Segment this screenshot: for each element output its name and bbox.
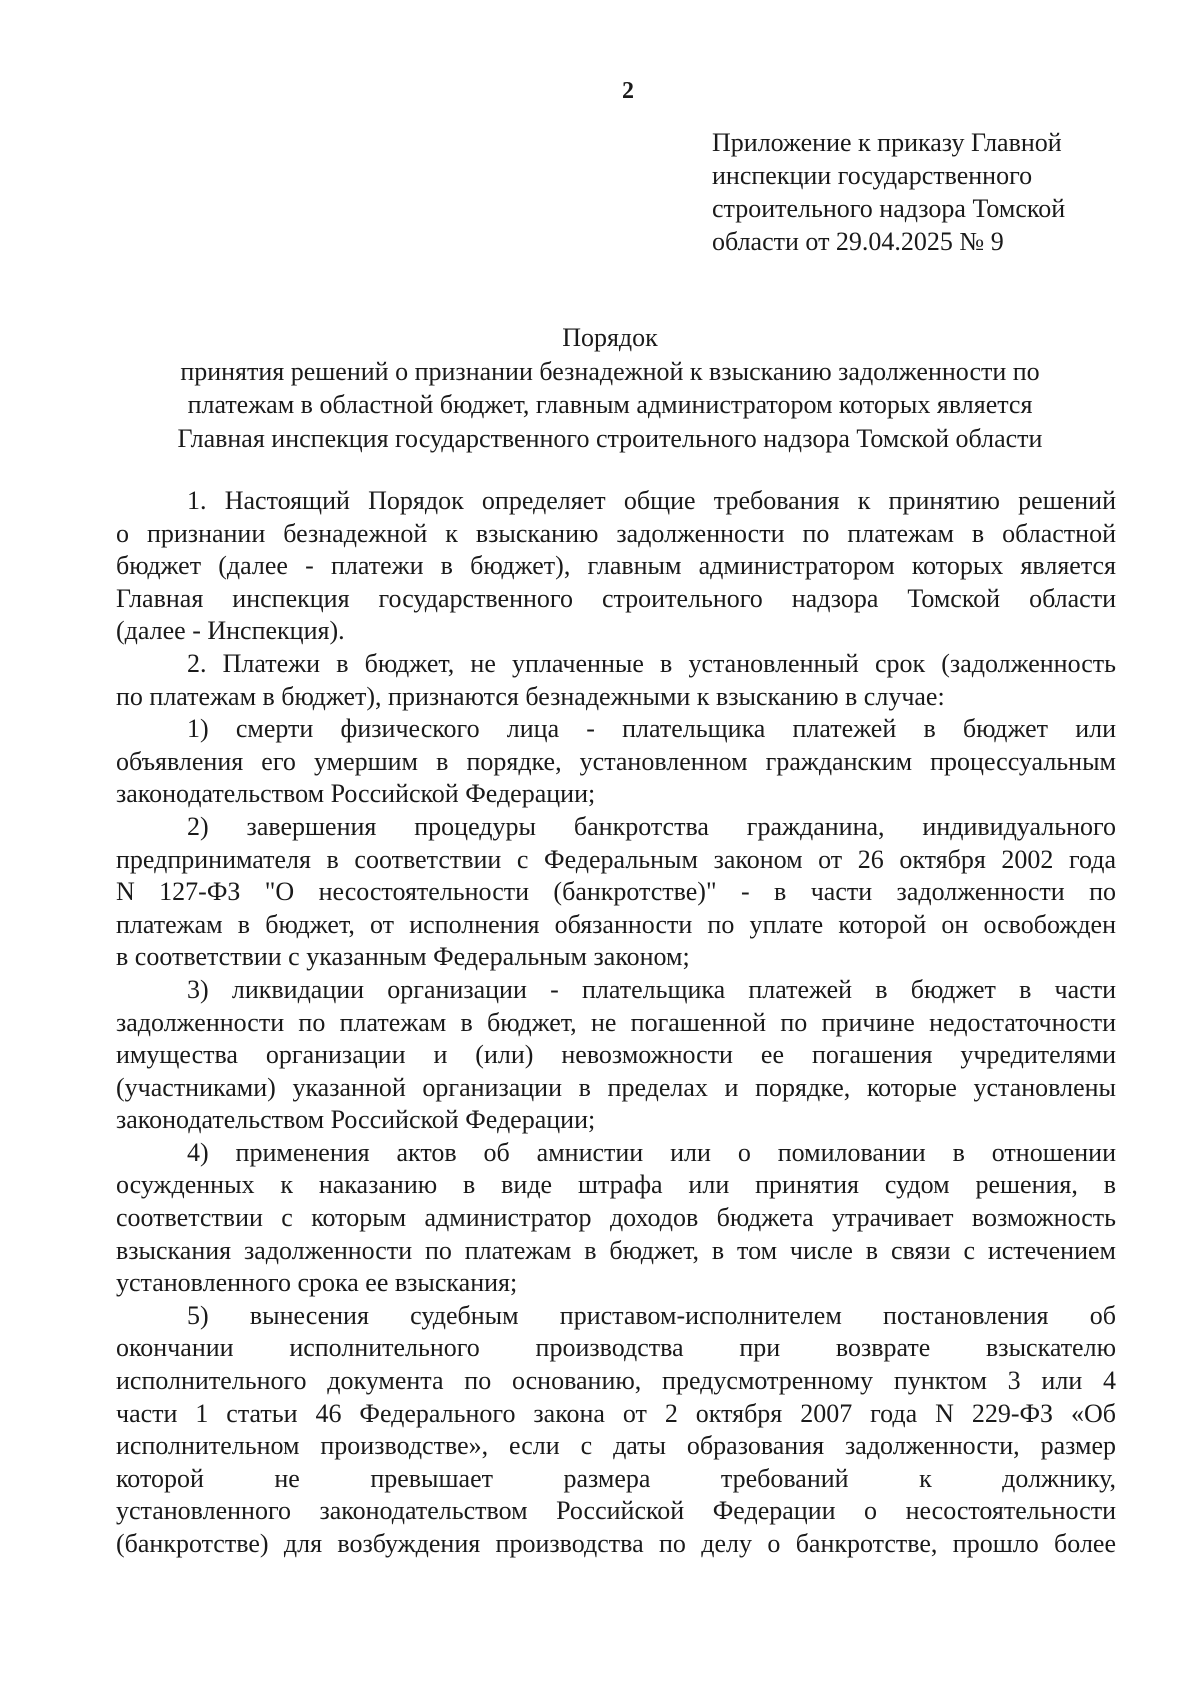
paragraph-line: которой не превышает размера требований к должнику, <box>116 1463 1116 1493</box>
paragraph-line: платежам в бюджет, от исполнения обязанности по уплате которой он освобожден <box>116 909 1116 939</box>
paragraph <box>116 485 1116 648</box>
paragraph <box>116 974 1116 1137</box>
title-subtitle-line: Главная инспекция государственного строительного надзора Томской области <box>177 423 1043 453</box>
paragraph <box>116 1300 1116 1561</box>
paragraph-line: части 1 статьи 46 Федерального закона от 2 октября 2007 года N 229-ФЗ «Об <box>116 1398 1116 1428</box>
paragraph-line: (участниками) указанной организации в пределах и порядке, которые установлены <box>116 1072 1116 1102</box>
paragraph-line: 1. Настоящий Порядок определяет общие требования к принятию решений <box>187 486 1116 515</box>
paragraph <box>116 811 1116 974</box>
title-subtitle-line: платежам в областной бюджет, главным администратором которых является <box>187 390 1033 419</box>
paragraph-line: установленного срока ее взыскания; <box>116 1268 518 1298</box>
paragraph-line: объявления его умершим в порядке, установленном гражданским процессуальным <box>116 746 1116 776</box>
paragraph-line: 3) ликвидации организации - плательщика платежей в бюджет в части <box>187 974 1116 1004</box>
title-subtitle-line: принятия решений о признании безнадежной к взысканию задолженности по <box>180 356 1040 386</box>
paragraph-line: взыскания задолженности по платежам в бюджет, в том числе в связи с истечением <box>116 1235 1116 1265</box>
attachment-line: инспекции государственного <box>712 161 1033 190</box>
document-title <box>110 321 1110 455</box>
paragraph-line: законодательством Российской Федерации; <box>116 1105 596 1135</box>
attachment-line: Приложение к приказу Главной <box>712 128 1062 157</box>
paragraph-line: задолженности по платежам в бюджет, не погашенной по причине недостаточности <box>116 1007 1116 1037</box>
paragraph-line: 2. Платежи в бюджет, не уплаченные в установленный срок (задолженность <box>187 648 1116 678</box>
paragraph-line: осужденных к наказанию в виде штрафа или принятия судом решения, в <box>116 1170 1116 1200</box>
paragraph <box>116 713 1116 811</box>
document-body <box>116 485 1116 1561</box>
page-number: 2 <box>622 78 634 104</box>
paragraph-line: исполнительном производстве», если с даты образования задолженности, размер <box>116 1431 1116 1461</box>
paragraph <box>116 1137 1116 1300</box>
paragraph-line: предпринимателя в соответствии с Федеральным законом от 26 октября 2002 года <box>116 844 1116 874</box>
paragraph <box>116 648 1116 713</box>
paragraph-line: 4) применения актов об амнистии или о помиловании в отношении <box>187 1137 1116 1167</box>
paragraph-line: (далее - Инспекция). <box>116 616 345 646</box>
paragraph-line: 1) смерти физического лица - плательщика платежей в бюджет или <box>187 714 1116 744</box>
paragraph-line: соответствии с которым администратор доходов бюджета утрачивает возможность <box>116 1203 1116 1233</box>
attachment-line: строительного надзора Томской <box>712 194 1066 223</box>
paragraph-line: 5) вынесения судебным приставом-исполнителем постановления об <box>187 1300 1116 1330</box>
paragraph-line: имущества организации и (или) невозможности ее погашения учредителями <box>116 1040 1116 1070</box>
attachment-note <box>712 126 1142 258</box>
attachment-line: области от 29.04.2025 № 9 <box>712 227 1004 256</box>
paragraph-line: о признании безнадежной к взысканию задолженности по платежам в областной <box>116 518 1116 548</box>
paragraph-line: установленного законодательством Российской Федерации о несостоятельности <box>116 1496 1116 1526</box>
title-heading: Порядок <box>562 323 658 352</box>
paragraph-line: исполнительного документа по основанию, предусмотренному пунктом 3 или 4 <box>116 1366 1116 1396</box>
paragraph-line: в соответствии с указанным Федеральным законом; <box>116 942 690 972</box>
paragraph-line: бюджет (далее - платежи в бюджет), главным администратором которых является <box>116 551 1116 581</box>
paragraph-line: (банкротстве) для возбуждения производства по делу о банкротстве, прошло более <box>116 1529 1116 1558</box>
paragraph-line: Главная инспекция государственного строительного надзора Томской области <box>116 583 1116 613</box>
paragraph-line: N 127-ФЗ "О несостоятельности (банкротстве)" - в части задолженности по <box>116 877 1116 907</box>
paragraph-line: по платежам в бюджет), признаются безнадежными к взысканию в случае: <box>116 681 945 711</box>
paragraph-line: окончании исполнительного производства при возврате взыскателю <box>116 1333 1116 1363</box>
paragraph-line: законодательством Российской Федерации; <box>116 779 596 809</box>
paragraph-line: 2) завершения процедуры банкротства гражданина, индивидуального <box>187 811 1116 841</box>
